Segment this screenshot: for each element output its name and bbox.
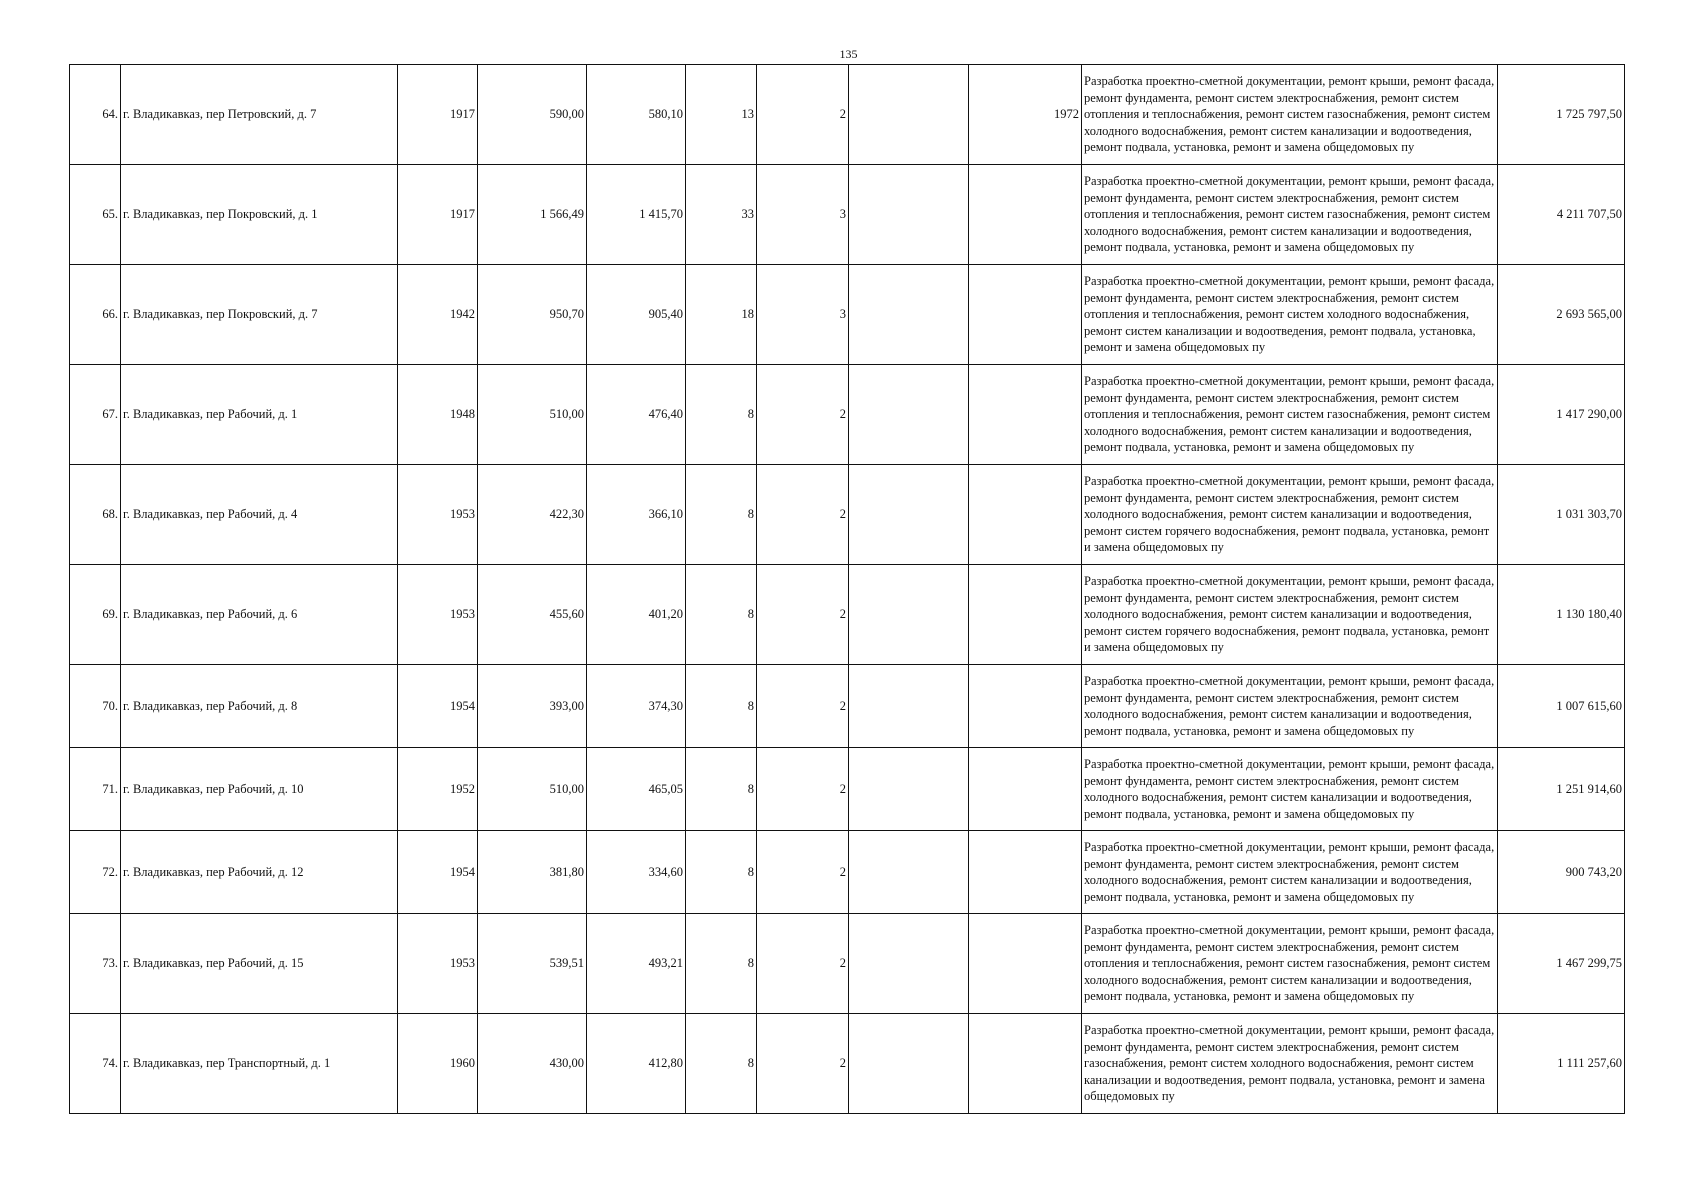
cost-cell: 1 111 257,60 [1498,1014,1625,1114]
empty-cell [849,365,969,465]
residents-cell: 18 [686,265,757,365]
last-repair-year-cell [969,565,1082,665]
living-area-cell: 401,20 [587,565,686,665]
living-area-cell: 334,60 [587,831,686,914]
repair-works-text: Разработка проектно-сметной документации, ремонт крыши, ремонт фасада, ремонт фундамента, ремонт систем электроснабжения, ремонт систем холодного водоснабжения, ремонт систем канализации и водоотведения, ремонт подвала, установка, ремонт и замена общедомовых пу [1084,674,1495,738]
cost-cell: 1 007 615,60 [1498,665,1625,748]
cost-cell: 1 031 303,70 [1498,465,1625,565]
floors-cell: 2 [757,831,849,914]
repair-works-cell [1082,265,1498,365]
page-number: 135 [839,47,858,61]
total-area-cell: 430,00 [478,1014,587,1114]
floors-cell: 2 [757,748,849,831]
row-number-cell: 70. [70,665,121,748]
row-number-cell: 68. [70,465,121,565]
row-number-cell: 71. [70,748,121,831]
build-year-cell: 1952 [398,748,478,831]
table-row [70,565,1625,665]
floors-cell: 2 [757,665,849,748]
cost-cell: 1 130 180,40 [1498,565,1625,665]
empty-cell [849,465,969,565]
floors-cell: 2 [757,65,849,165]
living-area-cell: 374,30 [587,665,686,748]
repair-works-text: Разработка проектно-сметной документации, ремонт крыши, ремонт фасада, ремонт фундамента, ремонт систем электроснабжения, ремонт систем отопления и теплоснабжения, ремонт систем газоснабжения, ремонт систем холодного водоснабжения, ремонт систем канализации и водоотведения, ремонт подвала, установка, ремонт и замена общедомовых пу [1084,923,1495,1004]
repair-works-text: Разработка проектно-сметной документации, ремонт крыши, ремонт фасада, ремонт фундамента, ремонт систем электроснабжения, ремонт систем холодного водоснабжения, ремонт систем канализации и водоотведения, ремонт систем горячего водоснабжения, ремонт подвала, установка, ремонт и замена общедомовых пу [1084,474,1495,555]
empty-cell [849,65,969,165]
build-year-cell: 1948 [398,365,478,465]
cost-cell: 900 743,20 [1498,831,1625,914]
empty-cell [849,914,969,1014]
total-area-cell: 422,30 [478,465,587,565]
cost-cell: 1 417 290,00 [1498,365,1625,465]
address-cell: г. Владикавказ, пер Рабочий, д. 12 [121,831,398,914]
residents-cell: 8 [686,365,757,465]
repair-works-cell [1082,365,1498,465]
repair-works-cell [1082,165,1498,265]
housing-registry-table [69,64,1625,1114]
repair-works-cell [1082,748,1498,831]
empty-cell [849,165,969,265]
residents-cell: 8 [686,565,757,665]
address-cell: г. Владикавказ, пер Рабочий, д. 4 [121,465,398,565]
living-area-cell: 366,10 [587,465,686,565]
last-repair-year-cell [969,1014,1082,1114]
build-year-cell: 1960 [398,1014,478,1114]
cost-cell: 1 725 797,50 [1498,65,1625,165]
table-row [70,465,1625,565]
build-year-cell: 1953 [398,565,478,665]
residents-cell: 8 [686,914,757,1014]
total-area-cell: 393,00 [478,665,587,748]
table-row [70,665,1625,748]
build-year-cell: 1954 [398,831,478,914]
total-area-cell: 590,00 [478,65,587,165]
cost-cell: 4 211 707,50 [1498,165,1625,265]
cost-cell: 1 467 299,75 [1498,914,1625,1014]
address-cell: г. Владикавказ, пер Рабочий, д. 1 [121,365,398,465]
table-row [70,831,1625,914]
total-area-cell: 510,00 [478,365,587,465]
address-cell: г. Владикавказ, пер Покровский, д. 1 [121,165,398,265]
row-number-cell: 69. [70,565,121,665]
table-row [70,365,1625,465]
total-area-cell: 510,00 [478,748,587,831]
empty-cell [849,748,969,831]
row-number-cell: 74. [70,1014,121,1114]
row-number-cell: 72. [70,831,121,914]
build-year-cell: 1942 [398,265,478,365]
empty-cell [849,665,969,748]
address-cell: г. Владикавказ, пер Покровский, д. 7 [121,265,398,365]
address-cell: г. Владикавказ, пер Петровский, д. 7 [121,65,398,165]
repair-works-text: Разработка проектно-сметной документации, ремонт крыши, ремонт фасада, ремонт фундамента, ремонт систем электроснабжения, ремонт систем отопления и теплоснабжения, ремонт систем газоснабжения, ремонт систем холодного водоснабжения, ремонт систем канализации и водоотведения, ремонт подвала, установка, ремонт и замена общедомовых пу [1084,174,1495,255]
repair-works-cell [1082,65,1498,165]
living-area-cell: 465,05 [587,748,686,831]
repair-works-text: Разработка проектно-сметной документации, ремонт крыши, ремонт фасада, ремонт фундамента, ремонт систем электроснабжения, ремонт систем холодного водоснабжения, ремонт систем канализации и водоотведения, ремонт подвала, установка, ремонт и замена общедомовых пу [1084,757,1495,821]
last-repair-year-cell: 1972 [969,65,1082,165]
residents-cell: 8 [686,831,757,914]
living-area-cell: 905,40 [587,265,686,365]
repair-works-text: Разработка проектно-сметной документации, ремонт крыши, ремонт фасада, ремонт фундамента, ремонт систем электроснабжения, ремонт систем холодного водоснабжения, ремонт систем канализации и водоотведения, ремонт систем горячего водоснабжения, ремонт подвала, установка, ремонт и замена общедомовых пу [1084,574,1495,655]
last-repair-year-cell [969,165,1082,265]
total-area-cell: 381,80 [478,831,587,914]
address-cell: г. Владикавказ, пер Рабочий, д. 15 [121,914,398,1014]
row-number-cell: 67. [70,365,121,465]
repair-works-text: Разработка проектно-сметной документации, ремонт крыши, ремонт фасада, ремонт фундамента, ремонт систем электроснабжения, ремонт систем отопления и теплоснабжения, ремонт систем газоснабжения, ремонт систем холодного водоснабжения, ремонт систем канализации и водоотведения, ремонт подвала, установка, ремонт и замена общедомовых пу [1084,374,1495,455]
build-year-cell: 1954 [398,665,478,748]
floors-cell: 3 [757,265,849,365]
cost-cell: 2 693 565,00 [1498,265,1625,365]
table-row [70,265,1625,365]
total-area-cell: 539,51 [478,914,587,1014]
table-row [70,65,1625,165]
repair-works-cell [1082,465,1498,565]
floors-cell: 2 [757,1014,849,1114]
table-row [70,914,1625,1014]
empty-cell [849,1014,969,1114]
build-year-cell: 1917 [398,65,478,165]
row-number-cell: 65. [70,165,121,265]
last-repair-year-cell [969,365,1082,465]
address-cell: г. Владикавказ, пер Рабочий, д. 10 [121,748,398,831]
row-number-cell: 64. [70,65,121,165]
last-repair-year-cell [969,914,1082,1014]
cost-cell: 1 251 914,60 [1498,748,1625,831]
empty-cell [849,831,969,914]
residents-cell: 8 [686,665,757,748]
repair-works-cell [1082,914,1498,1014]
floors-cell: 2 [757,465,849,565]
row-number-cell: 66. [70,265,121,365]
residents-cell: 8 [686,465,757,565]
living-area-cell: 476,40 [587,365,686,465]
table-row [70,748,1625,831]
residents-cell: 33 [686,165,757,265]
floors-cell: 2 [757,565,849,665]
floors-cell: 2 [757,914,849,1014]
row-number-cell: 73. [70,914,121,1014]
living-area-cell: 580,10 [587,65,686,165]
residents-cell: 8 [686,748,757,831]
build-year-cell: 1953 [398,465,478,565]
repair-works-text: Разработка проектно-сметной документации, ремонт крыши, ремонт фасада, ремонт фундамента, ремонт систем электроснабжения, ремонт систем газоснабжения, ремонт систем холодного водоснабжения, ремонт систем канализации и водоотведения, ремонт подвала, установка, ремонт и замена общедомовых пу [1084,1023,1495,1104]
repair-works-cell [1082,565,1498,665]
total-area-cell: 1 566,49 [478,165,587,265]
floors-cell: 3 [757,165,849,265]
living-area-cell: 412,80 [587,1014,686,1114]
empty-cell [849,265,969,365]
last-repair-year-cell [969,465,1082,565]
repair-works-text: Разработка проектно-сметной документации, ремонт крыши, ремонт фасада, ремонт фундамента, ремонт систем электроснабжения, ремонт систем холодного водоснабжения, ремонт систем канализации и водоотведения, ремонт подвала, установка, ремонт и замена общедомовых пу [1084,840,1495,904]
floors-cell: 2 [757,365,849,465]
build-year-cell: 1953 [398,914,478,1014]
residents-cell: 8 [686,1014,757,1114]
living-area-cell: 1 415,70 [587,165,686,265]
repair-works-cell [1082,831,1498,914]
residents-cell: 13 [686,65,757,165]
last-repair-year-cell [969,665,1082,748]
empty-cell [849,565,969,665]
last-repair-year-cell [969,748,1082,831]
address-cell: г. Владикавказ, пер Транспортный, д. 1 [121,1014,398,1114]
table-row [70,165,1625,265]
repair-works-cell [1082,665,1498,748]
repair-works-text: Разработка проектно-сметной документации, ремонт крыши, ремонт фасада, ремонт фундамента, ремонт систем электроснабжения, ремонт систем отопления и теплоснабжения, ремонт систем холодного водоснабжения, ремонт систем канализации и водоотведения, ремонт подвала, установка, ремонт и замена общедомовых пу [1084,274,1495,355]
repair-works-text: Разработка проектно-сметной документации, ремонт крыши, ремонт фасада, ремонт фундамента, ремонт систем электроснабжения, ремонт систем отопления и теплоснабжения, ремонт систем газоснабжения, ремонт систем холодного водоснабжения, ремонт систем канализации и водоотведения, ремонт подвала, установка, ремонт и замена общедомовых пу [1084,74,1495,155]
living-area-cell: 493,21 [587,914,686,1014]
last-repair-year-cell [969,265,1082,365]
table-body [70,65,1625,1114]
last-repair-year-cell [969,831,1082,914]
total-area-cell: 950,70 [478,265,587,365]
total-area-cell: 455,60 [478,565,587,665]
repair-works-cell [1082,1014,1498,1114]
address-cell: г. Владикавказ, пер Рабочий, д. 8 [121,665,398,748]
table-row [70,1014,1625,1114]
build-year-cell: 1917 [398,165,478,265]
address-cell: г. Владикавказ, пер Рабочий, д. 6 [121,565,398,665]
